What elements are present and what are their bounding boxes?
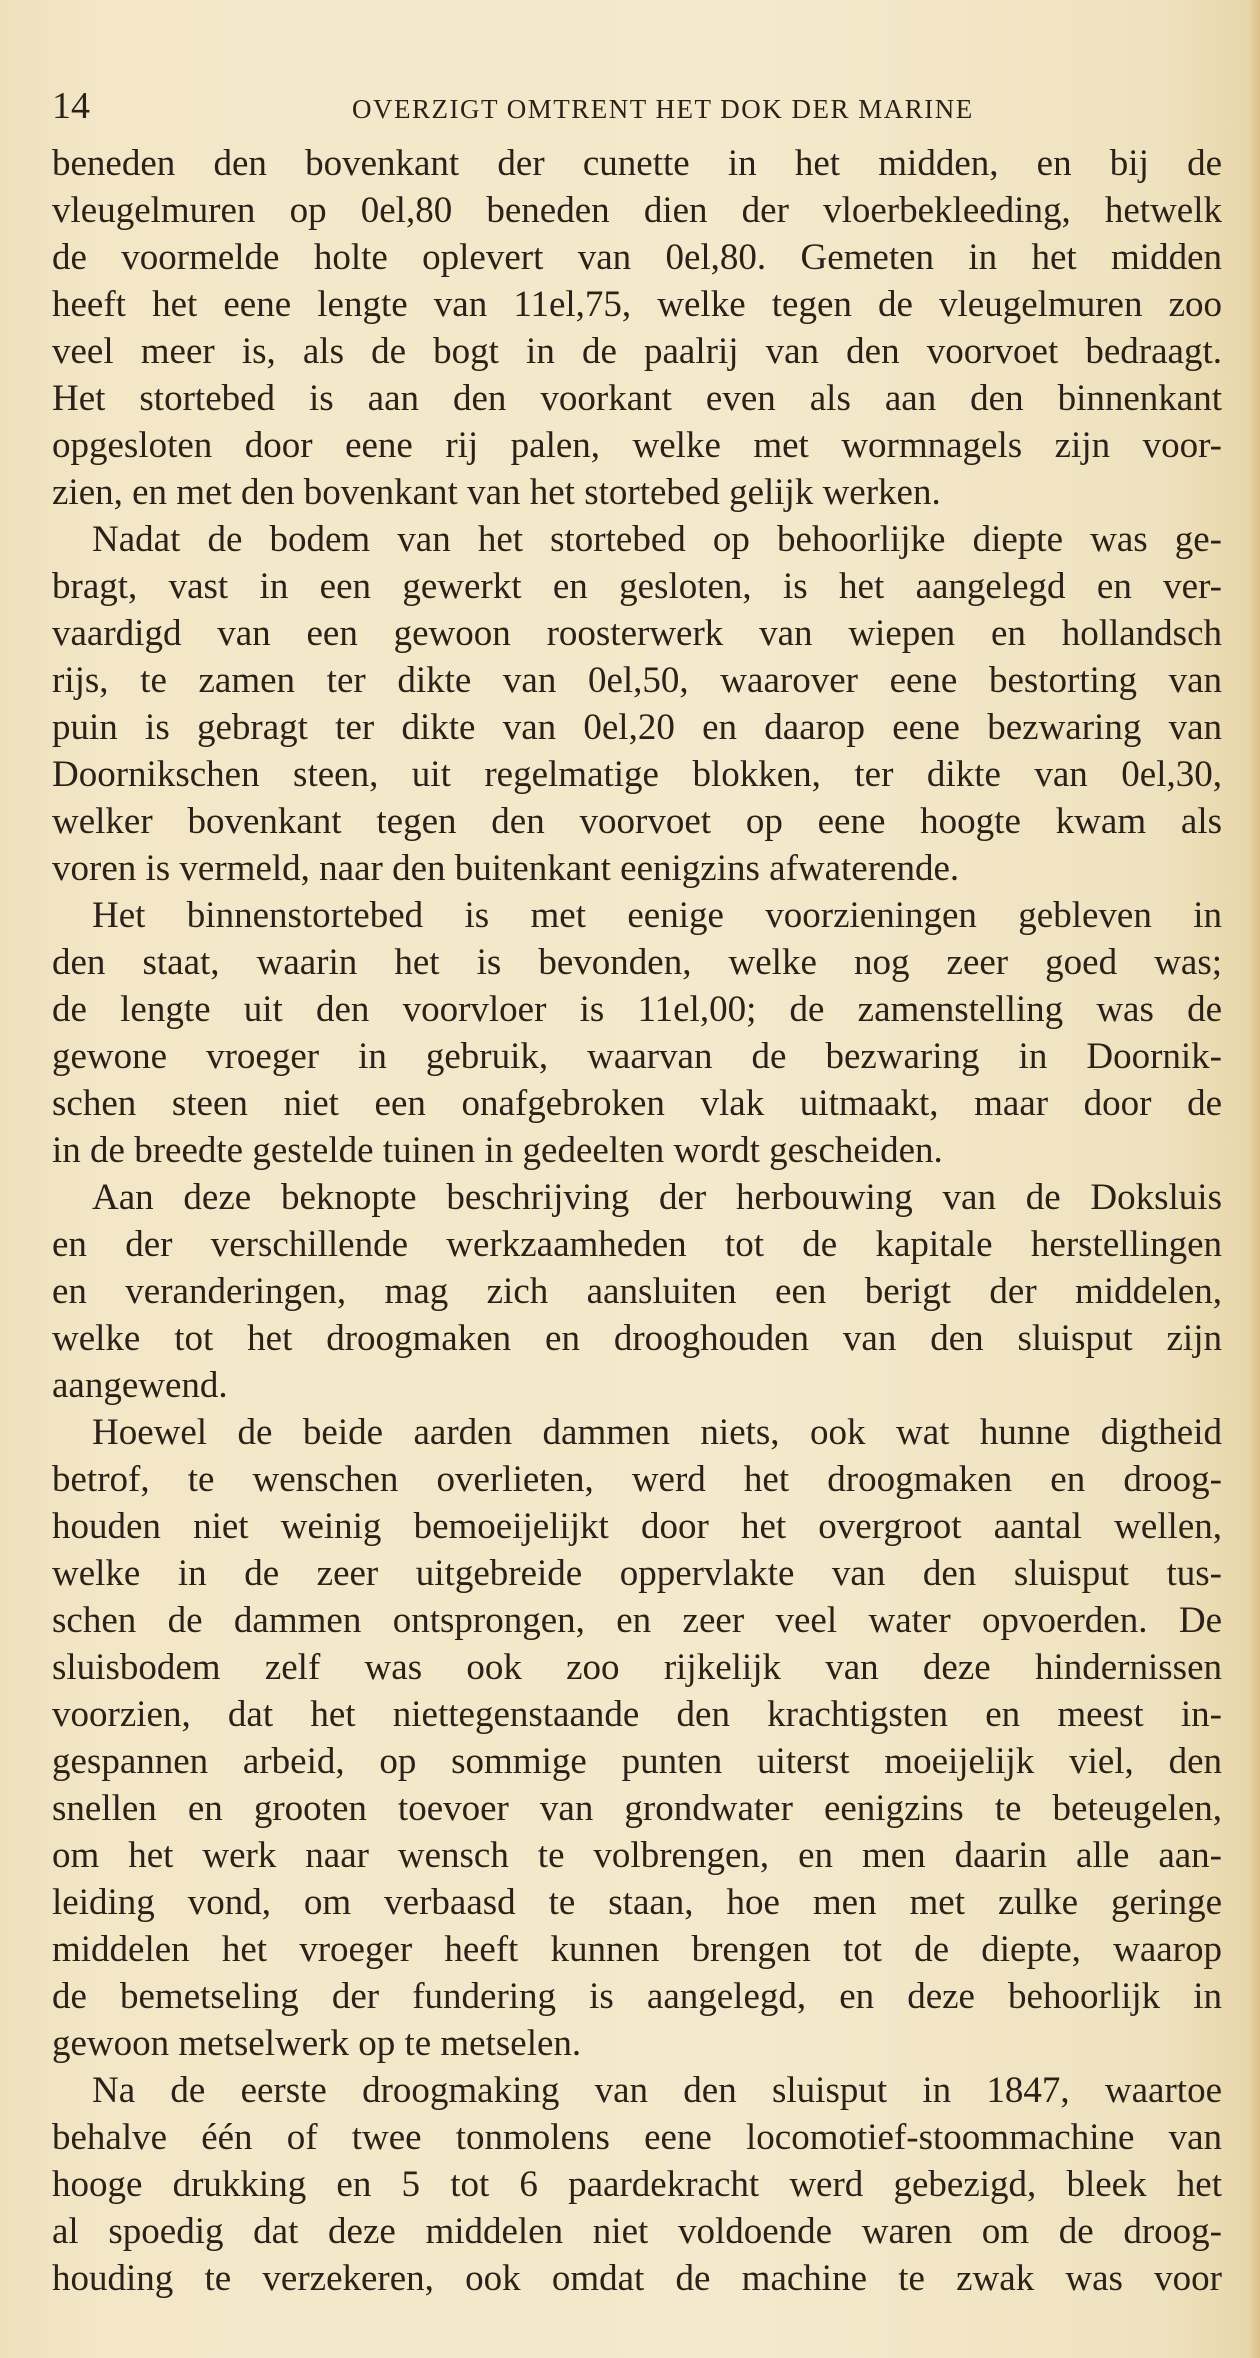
text-line: aangewend. <box>52 1365 228 1406</box>
text-line: gespannen arbeid, op sommige punten uiterst moeijelijk viel, den <box>52 1741 1222 1782</box>
body-text <box>52 140 1222 2302</box>
text-line: voren is vermeld, naar den buitenkant eenigzins afwaterende. <box>52 848 960 889</box>
text-line: schen steen niet een onafgebroken vlak uitmaakt, maar door de <box>52 1083 1222 1124</box>
text-line: al spoedig dat deze middelen niet voldoende waren om de droog- <box>52 2211 1222 2252</box>
text-line: en veranderingen, mag zich aansluiten een berigt der middelen, <box>52 1271 1222 1312</box>
text-line: Hoewel de beide aarden dammen niets, ook wat hunne digtheid <box>92 1412 1222 1453</box>
page-number: 14 <box>52 85 90 127</box>
text-line: puin is gebragt ter dikte van 0el,20 en daarop eene bezwaring van <box>52 707 1222 748</box>
text-line: Nadat de bodem van het stortebed op behoorlijke diepte was ge- <box>92 519 1222 560</box>
text-line: de voormelde holte oplevert van 0el,80. Gemeten in het midden <box>52 237 1222 278</box>
text-line: middelen het vroeger heeft kunnen brengen tot de diepte, waarop <box>52 1929 1222 1970</box>
text-line: snellen en grooten toevoer van grondwater eenigzins te beteugelen, <box>52 1788 1222 1829</box>
running-head: OVERZIGT OMTRENT HET DOK DER MARINE <box>352 94 974 124</box>
text-line: om het werk naar wensch te volbrengen, en men daarin alle aan- <box>52 1835 1222 1876</box>
text-line: in de breedte gestelde tuinen in gedeelten wordt gescheiden. <box>52 1130 943 1171</box>
text-line: Het stortebed is aan den voorkant even als aan den binnenkant <box>52 378 1222 419</box>
text-line: welke in de zeer uitgebreide oppervlakte van den sluisput tus- <box>52 1553 1222 1594</box>
text-line: schen de dammen ontsprongen, en zeer veel water opvoerden. De <box>52 1600 1222 1641</box>
text-line: zien, en met den bovenkant van het stortebed gelijk werken. <box>52 472 941 513</box>
page-edge <box>1250 0 1260 2358</box>
text-line: veel meer is, als de bogt in de paalrij van den voorvoet bedraagt. <box>52 331 1222 372</box>
text-line: welker bovenkant tegen den voorvoet op eene hoogte kwam als <box>52 801 1222 842</box>
text-line: betrof, te wenschen overlieten, werd het droogmaken en droog- <box>52 1459 1222 1500</box>
page-header <box>52 86 1222 126</box>
text-line: houden niet weinig bemoeijelijkt door het overgroot aantal wellen, <box>52 1506 1222 1547</box>
text-line: en der verschillende werkzaamheden tot de kapitale herstellingen <box>52 1224 1222 1265</box>
text-line: vaardigd van een gewoon roosterwerk van wiepen en hollandsch <box>52 613 1222 654</box>
text-line: Aan deze beknopte beschrijving der herbouwing van de Doksluis <box>92 1177 1222 1218</box>
text-line: leiding vond, om verbaasd te staan, hoe men met zulke geringe <box>52 1882 1222 1923</box>
text-line: behalve één of twee tonmolens eene locomotief-stoommachine van <box>52 2117 1222 2158</box>
text-line: opgesloten door eene rij palen, welke met wormnagels zijn voor- <box>52 425 1222 466</box>
text-line: welke tot het droogmaken en drooghouden van den sluisput zijn <box>52 1318 1222 1359</box>
text-line: Doornikschen steen, uit regelmatige blokken, ter dikte van 0el,30, <box>52 754 1222 795</box>
text-line: de lengte uit den voorvloer is 11el,00; de zamenstelling was de <box>52 989 1222 1030</box>
text-line: houding te verzekeren, ook omdat de machine te zwak was voor <box>52 2258 1222 2299</box>
text-line: vleugelmuren op 0el,80 beneden dien der vloerbekleeding, hetwelk <box>52 190 1222 231</box>
text-line: Het binnenstortebed is met eenige voorzieningen gebleven in <box>92 895 1222 936</box>
text-line: hooge drukking en 5 tot 6 paardekracht werd gebezigd, bleek het <box>52 2164 1222 2205</box>
text-line: Na de eerste droogmaking van den sluisput in 1847, waartoe <box>92 2070 1222 2111</box>
text-line: voorzien, dat het niettegenstaande den krachtigsten en meest in- <box>52 1694 1222 1735</box>
text-line: bragt, vast in een gewerkt en gesloten, is het aangelegd en ver- <box>52 566 1222 607</box>
text-line: heeft het eene lengte van 11el,75, welke tegen de vleugelmuren zoo <box>52 284 1222 325</box>
text-line: de bemetseling der fundering is aangelegd, en deze behoorlijk in <box>52 1976 1222 2017</box>
text-line: gewone vroeger in gebruik, waarvan de bezwaring in Doornik- <box>52 1036 1222 1077</box>
text-line: gewoon metselwerk op te metselen. <box>52 2023 582 2064</box>
text-line: den staat, waarin het is bevonden, welke nog zeer goed was; <box>52 942 1222 983</box>
text-line: rijs, te zamen ter dikte van 0el,50, waarover eene bestorting van <box>52 660 1222 701</box>
text-line: beneden den bovenkant der cunette in het midden, en bij de <box>52 143 1222 184</box>
text-line: sluisbodem zelf was ook zoo rijkelijk van deze hindernissen <box>52 1647 1222 1688</box>
